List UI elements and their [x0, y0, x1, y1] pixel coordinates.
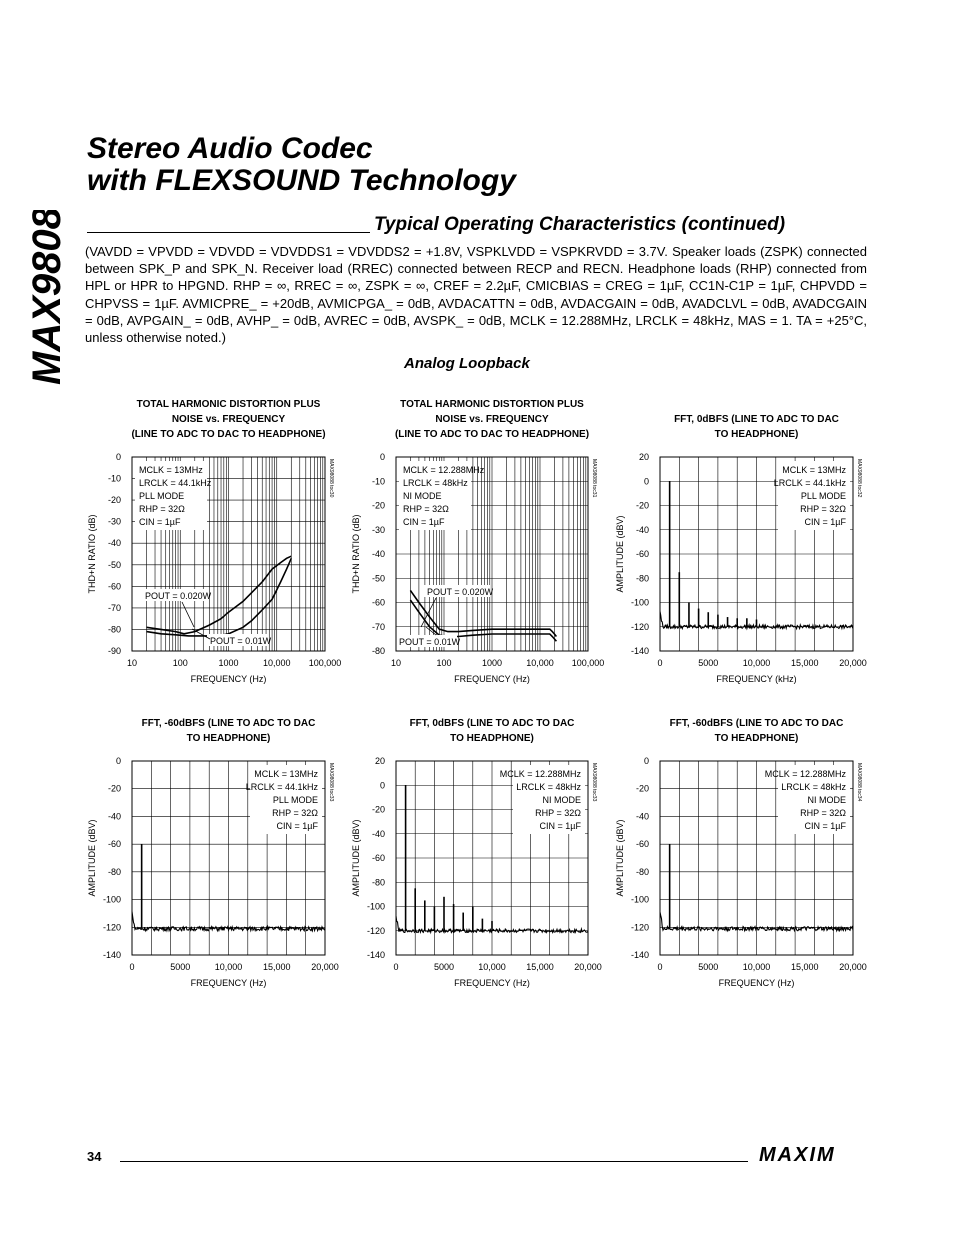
x-tick-label: 1000 — [481, 658, 503, 668]
y-tick-label: -40 — [635, 524, 649, 535]
x-tick-label: 5000 — [433, 962, 455, 972]
x-tick-label: 15,000 — [526, 962, 554, 972]
figure-code: MAX98088 toc30 — [328, 459, 334, 498]
section-title: Typical Operating Characteristics (continued) — [374, 214, 786, 235]
chart-title-line: (LINE TO ADC TO DAC TO HEADPHONE) — [131, 429, 326, 440]
condition-line: CIN = 1µF — [139, 517, 181, 527]
y-tick-label: -140 — [366, 950, 385, 960]
chart-3 — [615, 414, 867, 684]
condition-line: NI MODE — [403, 491, 442, 501]
test-conditions: (VAVDD = VPVDD = VDVDD = VDVDDS1 = VDVDDS2 = +1.8V, VSPKLVDD = VSPKRVDD = 3.7V. Speaker loads (ZSPK) connected between SPK_P and SPK_N. Receiver load (RREC) connected between RECP and RECN. Headphone loads (RHP) connected from HPL or HPR to HPGND. RHP = ∞, RREC = ∞, ZSPK = ∞, CREF = 2.2µF, CMICBIAS = CREG = 1µF, CC1N-C1P = 1µF, CHPVDD = CHPVSS = 1µF. AVMICPRE_ = +20dB, AVMICPGA_ = 0dB, AVDACATTN = 0dB, AVDACGAIN = 0dB, AVADCLVL = 0dB, AVADCGAIN = 0dB, AVPGAIN_ = 0dB, AVHP_ = 0dB, AVREC = 0dB, AVSPK_ = 0dB, MCLK = 12.288MHz, LRCLK = 48kHz, MAS = 1. TA = +25°C, unless otherwise noted.) — [85, 244, 867, 346]
chart-title-line: FFT, -60dBFS (LINE TO ADC TO DAC — [141, 718, 316, 729]
x-axis-label: FREQUENCY (Hz) — [190, 978, 267, 988]
y-tick-label: -70 — [371, 621, 385, 632]
x-tick-label: 0 — [129, 962, 135, 972]
condition-line: NI MODE — [542, 795, 581, 805]
x-tick-label: 10,000 — [526, 658, 554, 668]
y-axis-label: AMPLITUDE (dBV) — [351, 819, 361, 897]
condition-line: MCLK = 12.288MHz — [403, 465, 485, 475]
y-tick-label: 0 — [379, 452, 385, 462]
y-tick-label: -50 — [107, 559, 121, 570]
footer-rule — [120, 1161, 748, 1162]
condition-line: MCLK = 13MHz — [254, 769, 318, 779]
chart-2 — [351, 399, 604, 684]
x-tick-label: 0 — [657, 658, 663, 668]
condition-line: MCLK = 12.288MHz — [499, 769, 581, 779]
series-label: POUT = 0.01W — [399, 637, 461, 647]
y-tick-label: -20 — [107, 495, 121, 506]
y-tick-label: -80 — [635, 573, 649, 584]
x-tick-label: 100,000 — [571, 658, 605, 668]
chart-title-line: FFT, 0dBFS (LINE TO ADC TO DAC — [409, 718, 575, 729]
chart-1 — [87, 399, 341, 684]
x-tick-label: 20,000 — [839, 658, 867, 668]
y-tick-label: -20 — [635, 500, 649, 511]
y-tick-label: -100 — [366, 901, 385, 912]
chart-title-line: TO HEADPHONE) — [186, 733, 271, 744]
y-tick-label: -40 — [107, 538, 121, 549]
y-tick-label: 0 — [643, 756, 649, 766]
x-tick-label: 15,000 — [790, 658, 819, 668]
x-tick-label: 20,000 — [574, 962, 602, 972]
condition-line: NI MODE — [807, 795, 846, 805]
y-tick-label: -60 — [371, 597, 385, 608]
x-tick-label: 10,000 — [742, 962, 771, 972]
y-tick-label: -40 — [635, 811, 649, 822]
y-tick-label: -10 — [107, 473, 121, 484]
condition-line: MCLK = 13MHz — [139, 465, 203, 475]
y-tick-label: -20 — [107, 783, 121, 794]
x-tick-label: 15,000 — [262, 962, 291, 972]
condition-line: RHP = 32Ω — [800, 504, 846, 514]
title-line-2: with FLEXSOUND Technology — [87, 164, 516, 197]
condition-line: PLL MODE — [139, 491, 185, 501]
y-axis-label: AMPLITUDE (dBV) — [87, 819, 97, 897]
maxim-logo — [757, 1144, 867, 1169]
y-tick-label: -120 — [102, 922, 121, 933]
figure-code: MAX98088 toc32 — [856, 459, 862, 498]
y-axis-label: AMPLITUDE (dBV) — [615, 515, 625, 593]
figure-code: MAX98088 toc31 — [591, 459, 597, 498]
y-tick-label: -100 — [630, 597, 649, 608]
y-axis-label: THD+N RATIO (dB) — [87, 514, 97, 594]
x-tick-label: 5000 — [698, 962, 719, 972]
y-tick-label: -120 — [366, 925, 385, 936]
y-tick-label: -60 — [635, 839, 649, 850]
maxim-logo-graphic — [757, 1144, 867, 1164]
condition-line: RHP = 32Ω — [272, 808, 318, 818]
x-tick-label: 0 — [393, 962, 399, 972]
condition-line: MCLK = 13MHz — [782, 465, 846, 475]
x-axis-label: FREQUENCY (kHz) — [716, 674, 797, 684]
y-tick-label: -60 — [107, 839, 121, 850]
y-tick-label: -40 — [371, 828, 385, 839]
y-tick-label: -10 — [371, 476, 385, 487]
chart-title-line: NOISE vs. FREQUENCY — [171, 414, 286, 425]
x-tick-label: 10,000 — [214, 962, 243, 972]
chart-6 — [615, 718, 867, 988]
y-tick-label: -80 — [107, 866, 121, 877]
figure-code: MAX98088 toc33 — [328, 763, 334, 802]
condition-line: PLL MODE — [800, 491, 846, 501]
x-tick-label: 100,000 — [308, 658, 342, 668]
x-axis-label: FREQUENCY (Hz) — [190, 674, 267, 684]
label-leader — [182, 602, 194, 627]
y-tick-label: -30 — [371, 524, 385, 535]
condition-line: LRCLK = 44.1kHz — [773, 478, 846, 488]
y-tick-label: -20 — [371, 804, 385, 815]
condition-line: CIN = 1µF — [276, 821, 318, 831]
x-tick-label: 10 — [390, 658, 402, 668]
y-tick-label: -40 — [371, 549, 385, 559]
y-tick-label: -120 — [630, 621, 649, 632]
y-tick-label: -120 — [630, 922, 649, 933]
condition-line: LRCLK = 48kHz — [403, 478, 468, 488]
x-tick-label: 15,000 — [790, 962, 819, 972]
x-tick-label: 5000 — [698, 658, 719, 668]
y-tick-label: -20 — [635, 783, 649, 794]
condition-line: PLL MODE — [272, 795, 318, 805]
y-tick-label: -60 — [635, 549, 649, 559]
y-tick-label: 0 — [115, 452, 121, 462]
chart-title-line: TO HEADPHONE) — [450, 733, 534, 744]
condition-line: RHP = 32Ω — [403, 504, 449, 514]
x-tick-label: 10,000 — [478, 962, 506, 972]
maxim-logo-text: MAXIM — [759, 1144, 836, 1164]
title-line-1: Stereo Audio Codec — [87, 132, 373, 165]
x-tick-label: 20,000 — [839, 962, 867, 972]
x-axis-label: FREQUENCY (Hz) — [454, 674, 530, 684]
y-tick-label: 0 — [379, 780, 385, 791]
condition-line: LRCLK = 44.1kHz — [245, 782, 318, 792]
figure-code: MAX98088 toc33 — [591, 763, 597, 802]
y-tick-label: 20 — [638, 452, 649, 462]
y-tick-label: -20 — [371, 500, 385, 511]
y-axis-label: THD+N RATIO (dB) — [351, 514, 361, 594]
series-label: POUT = 0.01W — [210, 636, 272, 646]
x-tick-label: 20,000 — [311, 962, 339, 972]
y-tick-label: -140 — [630, 950, 649, 960]
chart-5 — [351, 718, 602, 988]
y-tick-label: -50 — [371, 573, 385, 584]
y-tick-label: -140 — [630, 646, 649, 656]
condition-line: LRCLK = 48kHz — [781, 782, 846, 792]
condition-line: MCLK = 12.288MHz — [764, 769, 846, 779]
y-tick-label: -40 — [107, 811, 121, 822]
y-tick-label: -30 — [107, 516, 121, 527]
y-tick-label: -80 — [371, 877, 385, 888]
condition-line: RHP = 32Ω — [139, 504, 185, 514]
y-tick-label: -80 — [635, 866, 649, 877]
condition-line: LRCLK = 44.1kHz — [139, 478, 212, 488]
series-label: POUT = 0.020W — [427, 587, 494, 597]
y-tick-label: -140 — [102, 950, 121, 960]
chart-title-line: FFT, 0dBFS (LINE TO ADC TO DAC — [674, 414, 839, 425]
y-axis-label: AMPLITUDE (dBV) — [615, 819, 625, 897]
chart-title-line: TOTAL HARMONIC DISTORTION PLUS — [136, 399, 321, 410]
chart-title-line: TOTAL HARMONIC DISTORTION PLUS — [400, 399, 584, 410]
condition-line: CIN = 1µF — [804, 821, 846, 831]
y-tick-label: -80 — [371, 646, 385, 656]
y-tick-label: 20 — [374, 756, 385, 766]
y-tick-label: 0 — [643, 476, 649, 487]
y-tick-label: -90 — [107, 646, 121, 656]
y-tick-label: -60 — [371, 853, 385, 863]
y-tick-label: -60 — [107, 581, 121, 592]
x-axis-label: FREQUENCY (Hz) — [454, 978, 530, 988]
x-tick-label: 1000 — [218, 658, 239, 668]
side-part-number-text: MAX98088 — [25, 210, 69, 385]
x-tick-label: 10 — [126, 658, 138, 668]
condition-line: CIN = 1µF — [804, 517, 846, 527]
condition-line: RHP = 32Ω — [800, 808, 846, 818]
x-tick-label: 5000 — [170, 962, 191, 972]
figure-code: MAX98088 toc34 — [856, 763, 862, 802]
y-tick-label: -70 — [107, 602, 121, 613]
subhead-analog-loopback: Analog Loopback — [404, 355, 530, 372]
x-tick-label: 10,000 — [742, 658, 771, 668]
condition-line: LRCLK = 48kHz — [516, 782, 581, 792]
x-tick-label: 100 — [436, 658, 452, 668]
chart-title-line: TO HEADPHONE) — [714, 429, 799, 440]
chart-title-line: (LINE TO ADC TO DAC TO HEADPHONE) — [394, 429, 590, 440]
condition-line: CIN = 1µF — [403, 517, 445, 527]
chart-4 — [87, 718, 339, 988]
x-axis-label: FREQUENCY (Hz) — [718, 978, 795, 988]
y-tick-label: -80 — [107, 624, 121, 635]
x-tick-label: 10,000 — [262, 658, 291, 668]
y-tick-label: -100 — [630, 894, 649, 905]
y-tick-label: -100 — [102, 894, 121, 905]
series-label: POUT = 0.020W — [145, 591, 212, 601]
condition-line: CIN = 1µF — [539, 821, 581, 831]
y-tick-label: 0 — [115, 756, 121, 766]
page-number: 34 — [87, 1149, 102, 1164]
x-tick-label: 0 — [657, 962, 663, 972]
chart-title-line: TO HEADPHONE) — [714, 733, 799, 744]
chart-title-line: FFT, -60dBFS (LINE TO ADC TO DAC — [669, 718, 844, 729]
x-tick-label: 100 — [172, 658, 188, 668]
condition-line: RHP = 32Ω — [535, 808, 581, 818]
chart-title-line: NOISE vs. FREQUENCY — [435, 414, 549, 425]
